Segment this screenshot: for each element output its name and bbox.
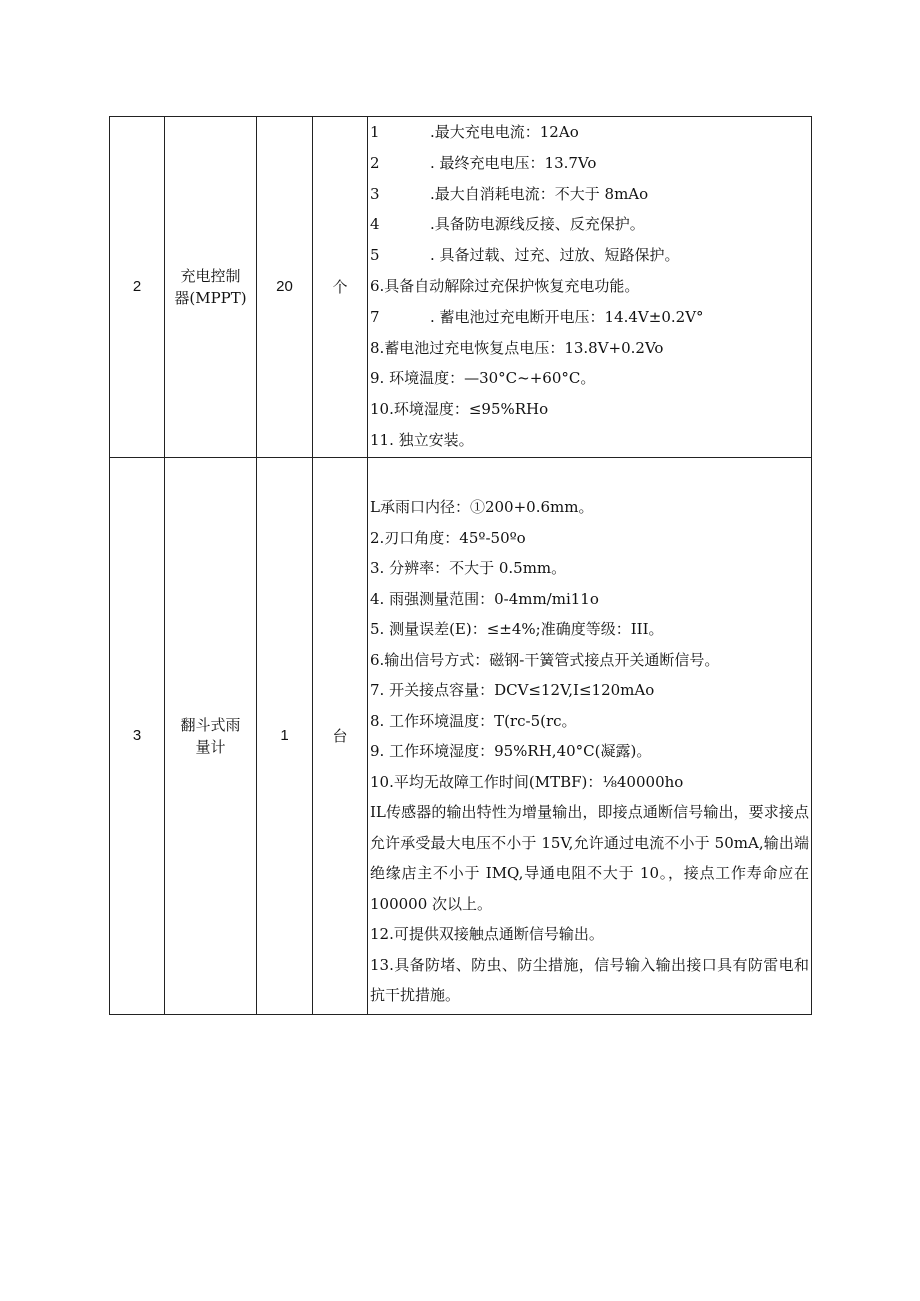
spec-line: 10.平均无故障工作时间(MTBF)：⅛40000ho [370, 772, 684, 791]
spec-paragraph: IL传感器的输出特性为增量输出，即接点通断信号输出，要求接点允许承受最大电压不小于 15V,允许通过电流不小于 50mA,输出端绝缘店主不小于 IMQ,导通电阻不大于 10。，接点工作寿命应在 100000 次以上。 [370, 803, 809, 913]
spec-line: 5. 测量误差(E)：≤±4%;准确度等级：III。 [370, 620, 664, 638]
spec-line-text: . 蓄电池过充电断开电压：14.4V±0.2V° [430, 307, 704, 326]
spec-line [370, 179, 811, 210]
spec-line: L承雨口内径：①200+0.6mm。 [370, 498, 594, 516]
spec-line [370, 240, 811, 271]
spec-line-text: 6.具备自动解除过充保护恢复充电功能。 [370, 276, 640, 295]
spec-line-number: 3 [370, 184, 380, 203]
item-name-line: 翻斗式雨 [180, 716, 241, 734]
spec-line [370, 302, 811, 333]
spec-table [109, 116, 812, 1015]
spec-line [370, 209, 811, 240]
item-name-line: 充电控制 [180, 267, 241, 285]
spec-line: 13.具备防堵、防虫、防尘措施，信号输入输出接口具有防雷电和抗干扰措施。 [370, 955, 809, 1004]
item-name-line: 量计 [195, 738, 226, 756]
table-row [110, 117, 812, 458]
item-name [165, 117, 257, 458]
spec-line [370, 333, 811, 364]
item-name-line: 器(MPPT) [174, 289, 247, 307]
spec-line [370, 148, 811, 179]
spec-line-text: 11. 独立安装。 [370, 430, 474, 449]
item-number: 2 [110, 117, 165, 458]
spec-line-number: 5 [370, 246, 380, 265]
spec-line: 6.输出信号方式：磁钢-干簧管式接点开关通断信号。 [370, 650, 720, 669]
spec-line-text: .最大自消耗电流：不大于 8mAo [430, 184, 649, 203]
spec-line [370, 271, 811, 302]
spec-line [370, 425, 811, 456]
spec-line-text: 8.蓄电池过充电恢复点电压：13.8V+0.2Vo [370, 338, 664, 357]
spec-line: 3. 分辨率：不大于 0.5mm。 [370, 559, 567, 577]
spec-line: 4. 雨强测量范围：0-4mm/mi11o [370, 589, 599, 608]
spec-line-text: 9. 环境温度：—30°C~+60°C。 [370, 369, 596, 388]
item-specification [368, 458, 812, 1015]
item-specification [368, 117, 812, 458]
spec-line: 8. 工作环境温度：T(rc-5(rc。 [370, 711, 577, 730]
item-quantity: 20 [257, 117, 313, 458]
spec-line-text: .最大充电电流：12Ao [430, 123, 579, 141]
spec-line [370, 363, 811, 394]
spec-line: 7. 开关接点容量：DCV≤12V,I≤120mAo [370, 681, 655, 699]
spec-line: 9. 工作环境湿度：95%RH,40°C(凝露)。 [370, 742, 652, 760]
spec-line-text: . 最终充电电压：13.7Vo [430, 153, 597, 172]
spec-line-number: 4 [370, 215, 380, 234]
item-name [165, 458, 257, 1015]
spec-line: 12.可提供双接触点通断信号输出。 [370, 925, 604, 943]
table-row [110, 458, 812, 1015]
spec-line-text: .具备防电源线反接、反充保护。 [430, 215, 645, 234]
spec-line-text: . 具备过载、过充、过放、短路保护。 [430, 246, 680, 265]
spec-line-number: 7 [370, 307, 380, 326]
spec-line-text: 10.环境湿度：≤95%RHo [370, 400, 549, 419]
spec-line-number: 2 [370, 153, 380, 172]
spec-line [370, 117, 811, 148]
item-unit: 个 [313, 117, 368, 458]
spec-line: 2.刃口角度：45º-50ºo [370, 528, 526, 547]
spec-line-number: 1 [370, 123, 380, 141]
item-unit: 台 [313, 458, 368, 1015]
item-number: 3 [110, 458, 165, 1015]
item-quantity: 1 [257, 458, 313, 1015]
spec-line [370, 394, 811, 425]
